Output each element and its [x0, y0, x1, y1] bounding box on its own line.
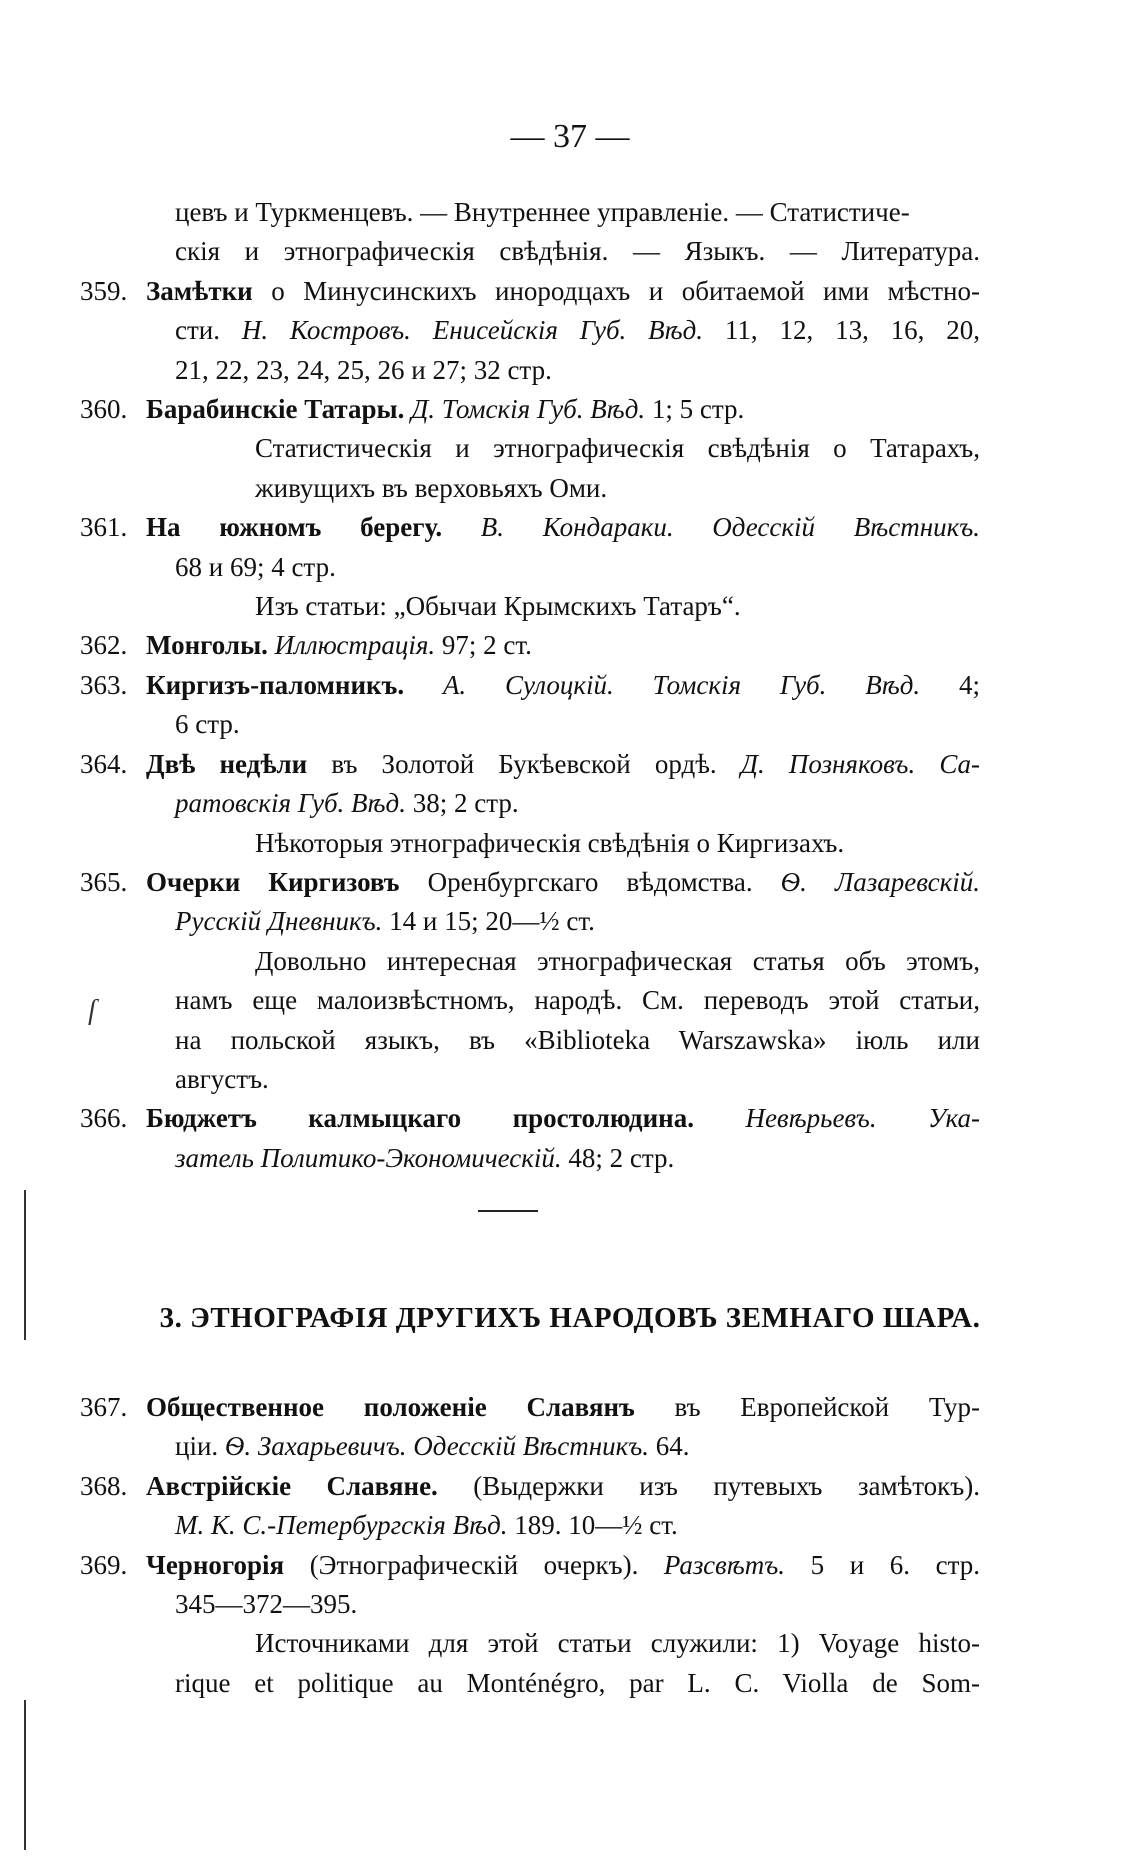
section-heading: 3. ЭТНОГРАФІЯ ДРУГИХЪ НАРОДОВЪ ЗЕМНАГО ШАРА.	[159, 1302, 981, 1334]
entry-continuation-line	[80, 469, 980, 508]
entry-continuation-line	[80, 705, 980, 744]
entry-source: Ѳ. Захарьевичъ. Одесскій Вѣстникъ.	[224, 1431, 650, 1462]
entry-text	[442, 512, 481, 542]
entry-line	[80, 863, 980, 902]
entry-text: 5 и 6. стр.	[785, 1549, 980, 1580]
entry-line	[80, 626, 980, 665]
entry-number: 369.	[80, 1549, 128, 1580]
entry-continuation-line	[80, 193, 980, 232]
entry-number: 362.	[80, 630, 128, 661]
entry-source: Н. Костровъ. Енисейскія Губ. Вѣд.	[241, 315, 704, 346]
entry-line	[80, 1546, 980, 1585]
entry-text: Оренбургскаго вѣдомства.	[399, 866, 781, 897]
entry-text: (Этнографическій очеркъ).	[284, 1549, 664, 1580]
entry-continuation-line	[80, 1664, 980, 1703]
entry-continuation-line	[80, 1060, 980, 1099]
entry-continuation-line	[80, 824, 980, 863]
entry-number: 360.	[80, 394, 128, 425]
entry-number: 359.	[80, 275, 128, 306]
entry-source: Ѳ. Лазаревскій.	[780, 866, 980, 897]
entry-continuation-line	[80, 1624, 980, 1663]
entry-line	[80, 745, 980, 784]
binding-edge-mark	[24, 1190, 26, 1340]
entry-text: Статистическія и этнографическія свѣдѣнія о Татарахъ,	[255, 433, 980, 464]
entry-source: ратовскія Губ. Вѣд.	[175, 788, 406, 819]
entry-text: скія и этнографическія свѣдѣнія. — Языкъ. — Литература.	[175, 236, 980, 267]
entry-title: Бюджетъ калмыцкаго простолюдина.	[146, 1103, 694, 1134]
entry-line	[80, 390, 980, 429]
entry-title: Киргизъ-паломникъ.	[146, 669, 405, 700]
entry-text: Источниками для этой статьи служили: 1) Voyage histo-	[255, 1628, 980, 1659]
entry-source: М. К. С.-Петербургскія Вѣд.	[175, 1510, 508, 1541]
entry-number: 366.	[80, 1103, 128, 1134]
entry-text: 21, 22, 23, 24, 25, 26 и 27; 32 стр.	[175, 354, 552, 385]
entry-line	[80, 508, 980, 547]
entry-number: 365.	[80, 866, 128, 897]
entry-text: въ Золотой Букѣевской ордѣ.	[307, 748, 741, 779]
section-divider	[478, 1210, 538, 1212]
entry-title: Барабинскіе Татары.	[146, 394, 405, 425]
entry-continuation-line	[80, 311, 980, 350]
entry-text	[404, 670, 443, 700]
entry-text: (Выдержки изъ путевыхъ замѣтокъ).	[437, 1470, 980, 1501]
entry-text: августъ.	[175, 1063, 269, 1094]
entry-text: Довольно интересная этнографическая статья объ этомъ,	[255, 945, 980, 976]
entry-number: 364.	[80, 748, 128, 779]
entry-line	[80, 1467, 980, 1506]
entry-source: Невѣрьевъ. Ука-	[745, 1103, 980, 1134]
bibliography-block-2	[80, 1388, 980, 1703]
entry-continuation-line	[80, 942, 980, 981]
entry-text: 48; 2 стр.	[561, 1142, 675, 1173]
entry-text: 68 и 69; 4 стр.	[175, 551, 336, 582]
entry-continuation-line	[80, 1427, 980, 1466]
entry-text: цевъ и Туркменцевъ. — Внутреннее управленіе. — Статистиче-	[175, 197, 910, 227]
entry-source: В. Кондараки. Одесскій Вѣстникъ.	[480, 512, 980, 543]
entry-text: rique et politique au Monténégro, par L. C. Viollа de Som-	[175, 1667, 980, 1698]
entry-text: о Минусинскихъ инородцахъ и обитаемой ими мѣстно-	[252, 275, 980, 306]
entry-continuation-line	[80, 1139, 980, 1178]
entry-text: сти.	[175, 315, 242, 346]
entry-text: на польской языкъ, въ «Biblioteka Warszawska» іюль или	[175, 1024, 980, 1055]
entry-text: 38; 2 стр.	[405, 788, 519, 819]
entry-continuation-line	[80, 902, 980, 941]
entry-title: Монголы.	[146, 630, 268, 661]
entry-source: Русскій Дневникъ.	[175, 906, 383, 937]
entry-line	[80, 1388, 980, 1427]
entry-text: въ Европейской Тур-	[634, 1392, 980, 1422]
entry-text: Изъ статьи: „Обычаи Крымскихъ Татаръ“.	[255, 591, 741, 622]
entry-number: 368.	[80, 1470, 128, 1501]
entry-text: Нѣкоторыя этнографическія свѣдѣнія о Киргизахъ.	[255, 827, 845, 858]
entry-text: 189. 10—½ ст.	[507, 1510, 678, 1541]
entry-continuation-line	[80, 548, 980, 587]
entry-text: ціи.	[175, 1431, 225, 1462]
page-number: — 37 —	[510, 118, 630, 155]
entry-source: Д. Позняковъ. Са-	[740, 748, 980, 779]
entry-title: Общественное положеніе Славянъ	[146, 1392, 635, 1422]
entry-text: 64.	[649, 1431, 690, 1462]
entry-text: 4;	[920, 669, 980, 700]
entry-continuation-line	[80, 1506, 980, 1545]
entry-continuation-line	[80, 1585, 980, 1624]
entry-continuation-line	[80, 351, 980, 390]
entry-title: Очерки Киргизовъ	[146, 866, 400, 897]
bibliography-block-1	[80, 193, 980, 1178]
entry-continuation-line	[80, 429, 980, 468]
entry-title: Австрійскіе Славяне.	[146, 1470, 438, 1501]
entry-line	[80, 1099, 980, 1138]
entry-source: А. Сулоцкій. Томскія Губ. Вѣд.	[442, 669, 921, 700]
entry-text: 1; 5 стр.	[645, 394, 745, 425]
entry-continuation-line	[80, 587, 980, 626]
entry-source: затель Политико-Экономическій.	[175, 1142, 562, 1173]
entry-text: живущихъ въ верховьяхъ Оми.	[255, 472, 608, 503]
entry-text: 6 стр.	[175, 709, 240, 740]
entry-text	[694, 1103, 746, 1133]
entry-title: Двѣ недѣли	[146, 748, 308, 779]
entry-source: Иллюстрація.	[274, 630, 436, 661]
entry-text	[268, 630, 275, 660]
entry-continuation-line	[80, 784, 980, 823]
entry-title: Замѣтки	[146, 275, 253, 306]
entry-title: На южномъ берегу.	[146, 512, 443, 543]
entry-continuation-line	[80, 1021, 980, 1060]
entry-continuation-line	[80, 981, 980, 1020]
entry-number: 361.	[80, 512, 128, 543]
entry-text: 11, 12, 13, 16, 20,	[703, 315, 980, 346]
entry-source: Д. Томскія Губ. Вѣд.	[411, 394, 646, 425]
entry-text: 345—372—395.	[175, 1589, 358, 1620]
margin-annotation: ſ	[88, 995, 96, 1026]
entry-source: Разсвѣтъ.	[663, 1549, 786, 1580]
entry-text: 97; 2 ст.	[435, 630, 532, 661]
binding-edge-mark-lower	[24, 1700, 26, 1850]
entry-number: 363.	[80, 669, 128, 700]
entry-line	[80, 272, 980, 311]
entry-line	[80, 666, 980, 705]
entry-title: Черногорія	[146, 1549, 285, 1580]
entry-text: намъ еще малоизвѣстномъ, народѣ. См. переводъ этой статьи,	[175, 985, 980, 1016]
entry-text: 14 и 15; 20—½ ст.	[382, 906, 595, 937]
entry-number: 367.	[80, 1392, 128, 1422]
entry-continuation-line	[80, 232, 980, 271]
